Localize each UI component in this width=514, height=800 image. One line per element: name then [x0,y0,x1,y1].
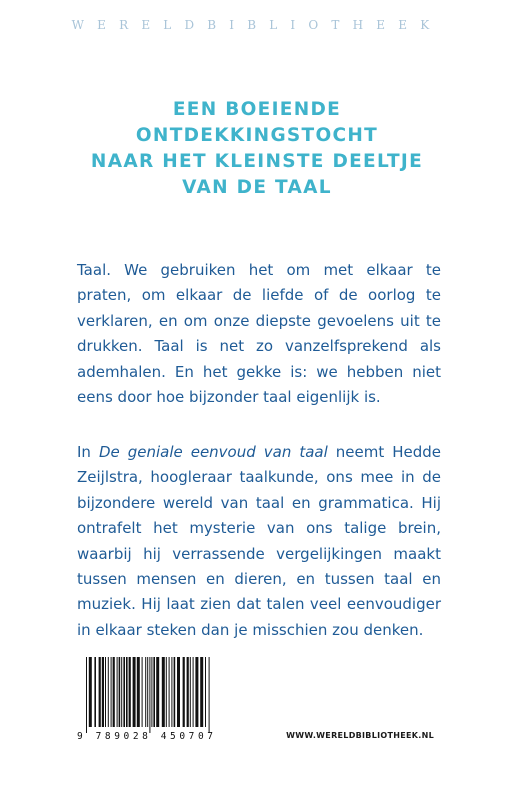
publisher-name: WERELDBIBLIOTHEEK [71,18,443,32]
blurb-paragraph-1: Taal. We gebruiken het om met elkaar te praten, om elkaar de liefde of de oorlog te verklaren, en om onze diepste gevoelens uit te drukken. Taal is net zo vanzelfsprekend als ademhalen. En het gekke is: we hebben niet eens door hoe bijzonder taal eigenlijk is. [77,261,441,407]
barcode-bar [142,657,143,727]
barcode-bar [89,657,92,727]
barcode-bar [111,657,112,727]
barcode-bar [190,657,191,727]
barcode-bar [129,657,131,727]
barcode-bar [174,657,176,727]
tagline [0,97,514,201]
barcode-bar [169,657,170,727]
barcode-bar [183,657,185,727]
barcode-bar [205,657,206,727]
barcode-bar [113,657,115,727]
barcode-bar [102,657,104,727]
tagline-line: ONTDEKKINGSTOCHT [135,125,379,146]
blurb-paragraph-2 [77,440,441,643]
barcode-bar [147,657,148,727]
isbn-number: 9 789028 450707 [77,731,213,741]
barcode-bar [200,657,203,727]
barcode-bar [177,657,180,727]
website-url: WWW.WERELDBIBLIOTHEEK.NL [286,731,434,740]
barcode-bar [117,657,118,727]
barcode-bar [153,657,155,727]
barcode-bar [145,657,146,727]
barcode-bar [156,657,159,727]
barcode-bar [162,657,165,727]
barcode-bar [121,657,122,727]
book-title: De geniale eenvoud van taal [98,443,328,461]
barcode-bar [151,657,152,727]
barcode-bar [119,657,121,727]
isbn-barcode [77,657,215,741]
tagline-line: NAAR HET KLEINSTE DEELTJE [90,151,424,172]
paragraph-lead: In [77,443,99,461]
barcode-bar [195,657,198,727]
barcode-bar [209,657,210,733]
barcode-bar [133,657,136,727]
barcode-bar [137,657,140,727]
barcode-bar [105,657,106,727]
barcode-bar [108,657,109,727]
barcode-bar [149,657,150,733]
barcode-bar [166,657,167,727]
barcode-bar [99,657,101,727]
barcode-bar [94,657,96,727]
barcode-bar [123,657,125,727]
barcode-bar [171,657,172,727]
tagline-line: VAN DE TAAL [182,177,332,198]
barcode-bar [126,657,128,727]
tagline-line: EEN BOEIENDE [172,99,342,120]
paragraph-text: neemt Hedde Zeijlstra, hoogleraar taalkunde, ons mee in de bijzondere wereld van taal en grammatica. Hij ontrafelt het mysterie van ons talige brein, waarbij hij verrassende vergelijkingen maakt tussen mensen en dieren, en tussen taal en muziek. Hij laat zien dat talen veel eenvoudiger in elkaar steken dan je misschien zou denken. [77,443,442,639]
barcode-bar [187,657,189,727]
barcode-bar [193,657,194,727]
barcode-bar [86,657,87,733]
